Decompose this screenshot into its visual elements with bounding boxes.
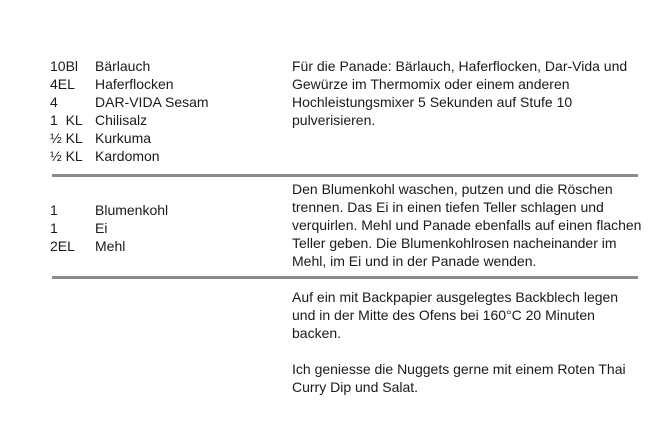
ingredient-quantity: ½ KL (50, 148, 83, 164)
ingredient-row (50, 201, 270, 219)
instruction-paragraph: Für die Panade: Bärlauch, Haferflocken, Dar-Vida und Gewürze im Thermomix oder einem anderen Hochleistungsmixer 5 Sekunden auf Stufe 10 pulverisieren. (292, 58, 628, 128)
ingredient-row (50, 237, 270, 255)
ingredient-name: Blumenkohl (95, 202, 169, 218)
ingredient-quantity: 2EL (50, 238, 75, 254)
ingredient-row (50, 57, 270, 75)
section-divider (52, 276, 638, 279)
ingredient-name: Bärlauch (95, 58, 151, 74)
ingredient-row (50, 93, 270, 111)
ingredient-quantity: ½ KL (50, 130, 83, 146)
ingredient-row (50, 75, 270, 93)
ingredient-row (50, 129, 270, 147)
ingredient-row (50, 111, 270, 129)
ingredient-quantity: 10Bl (50, 58, 79, 74)
ingredient-quantity: 1 KL (50, 112, 83, 128)
ingredient-list (50, 201, 270, 255)
ingredient-row (50, 219, 270, 237)
instruction-paragraph: Auf ein mit Backpapier ausgelegtes Backblech legen und in der Mitte des Ofens bei 160°C 20 Minuten backen. (292, 289, 619, 341)
ingredient-quantity: 1 (50, 220, 58, 236)
ingredient-row (50, 147, 270, 165)
ingredient-name: Kardomon (95, 148, 160, 164)
instructions (292, 180, 642, 270)
ingredient-name: Chilisalz (95, 112, 148, 128)
section-divider (52, 174, 638, 177)
instructions (292, 288, 642, 396)
ingredient-name: Haferflocken (95, 76, 174, 92)
instruction-paragraph: Den Blumenkohl waschen, putzen und die Röschen trennen. Das Ei in einen tiefen Teller schlagen und verquirlen. Mehl und Panade ebenfalls auf einen flachen Teller geben. Die Blumenkohlrosen nacheinander im Mehl, im Ei und in der Panade wenden. (292, 181, 642, 269)
ingredient-quantity: 1 (50, 202, 58, 218)
instructions (292, 57, 642, 129)
ingredient-name: Kurkuma (95, 130, 152, 146)
ingredient-quantity: 4 (50, 94, 58, 110)
ingredient-quantity: 4EL (50, 76, 75, 92)
ingredient-name: DAR-VIDA Sesam (95, 94, 209, 110)
ingredient-name: Ei (95, 220, 108, 236)
ingredient-name: Mehl (95, 238, 126, 254)
instruction-paragraph: Ich geniesse die Nuggets gerne mit einem Roten Thai Curry Dip und Salat. (292, 361, 626, 395)
ingredient-list (50, 57, 270, 165)
